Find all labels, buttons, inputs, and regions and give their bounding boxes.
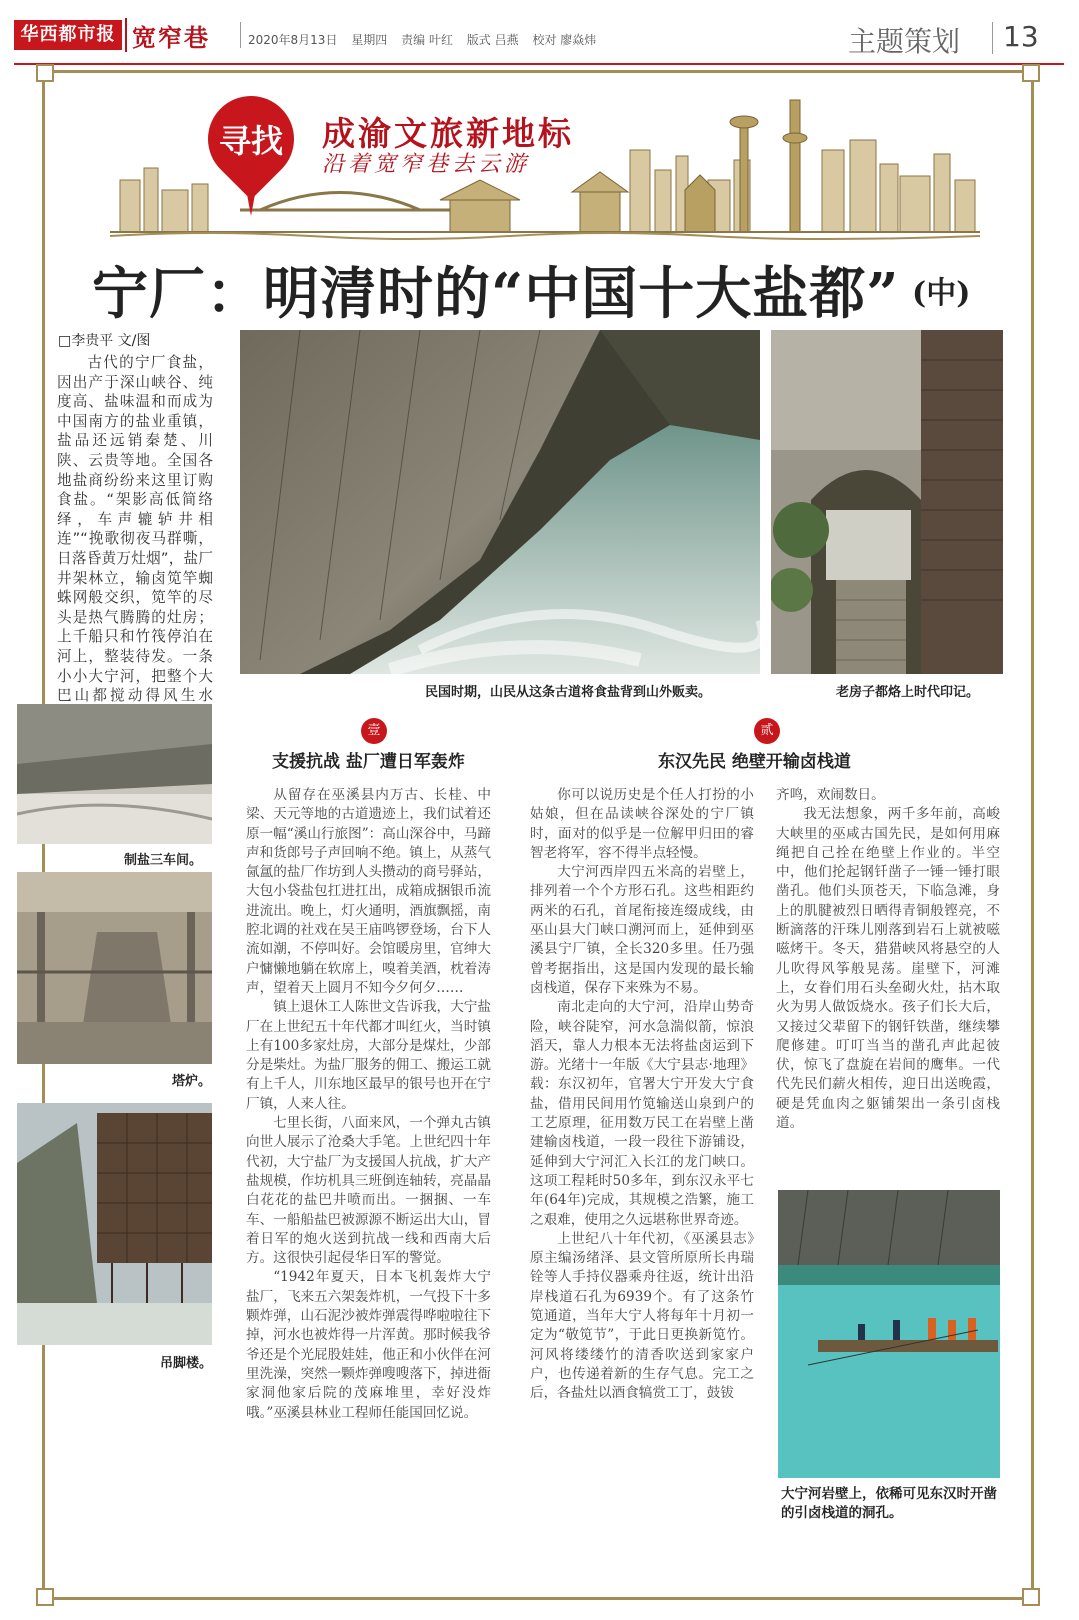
issue-weekday: 星期四 [351,33,388,47]
layout-credit: 版式 吕燕 [466,33,519,47]
newspaper-logo: 华西都市报 [14,20,122,50]
editor-credit: 责编 叶红 [401,33,453,47]
issue-date: 2020年8月13日 [248,33,338,47]
paragraph: 上世纪八十年代初，《巫溪县志》原主编汤绪泽、县文管所原所长冉瑞铨等人手持仪器乘舟往返，统计出沿岸栈道石孔为6939个。有了这条竹笕通道，当年大宁人将每年十月初一定为“敬笕节”，于此日更换新笕竹。河风将缕缕竹的清香吹送到家家户户，也传递着新的生存气息。完工之后，各盐灶以酒食犒赏工丁，鼓钹 [530,1230,754,1402]
paragraph: 从留存在巫溪县内万古、长桂、中梁、天元等地的古道遗迹上，我们试着还原一幅“溪山行旅图”：高山深谷中，马蹄声和货郎号子声回响不绝。镇上，从蒸气氤氲的盐厂作坊到人头攒动的商号驿站，大包小袋盐包扛进扛出，成箱成捆银币流进流出。晚上，灯火通明，酒旗飘摇，南腔北调的社戏在吴王庙鸣锣登场，台下人流如潮，不停叫好。会馆暖房里，官绅大户慵懒地躺在软席上，嗅着美酒，枕着涛声，望着天上圆月不知今夕何夕…… [246,787,491,996]
paragraph: 大宁河西岸四五米高的岩壁上，排列着一个个方形石孔。这些相距约两米的石孔，首尾衔接连缀成线，由巫山县大门峡口溯河而上，延伸到巫溪县宁厂镇，全长320多里。任乃强曾考据指出，这是国内发现的最长输卤栈道，保存下来殊为不易。 [530,864,754,996]
section-heading: 东汉先民 绝壁开输卤栈道 [658,752,851,772]
gorge-caption: 民国时期，山民从这条古道将食盐背到山外贩卖。 [425,685,712,700]
lead-paragraph [57,353,213,725]
page-number: 13 [1003,20,1039,53]
page-number-divider [992,22,993,54]
paragraph: 七里长街，八面来风，一个弹丸古镇向世人展示了沧桑大手笔。上世纪四十年代初，大宁盐厂为支援国人抗战，扩大产盐规模，作坊机具三班倒连轴转，亮晶晶白花花的盐巴井喷而出。一捆捆、一车车、一船船盐巴被源源不断运出大山，冒着日军的炮火送到抗战一线和西南大后方。这很快引起侵华日军的警觉。 [246,1115,491,1267]
frame-corner [36,1588,54,1606]
workshop-caption: 制盐三车间。 [124,853,203,868]
paragraph: 镇上退休工人陈世文告诉我，大宁盐厂在上世纪五十年代都才叫红火，当时镇上有100多家灶房，大部分是煤灶，少部分是柴灶。为盐厂服务的佣工、搬运工就有上千人，川东地区最早的银号也开在宁厂镇，人来人往。 [246,999,491,1112]
frame-corner [36,64,54,82]
stilt-house-photo [17,1103,212,1345]
furnace-caption: 塔炉。 [172,1074,212,1089]
section-badge: 贰 [754,718,780,744]
alley-photo [771,330,1003,674]
section-heading: 支援抗战 盐厂遭日军轰炸 [272,752,465,772]
masthead-divider [240,22,241,48]
alley-caption: 老房子都烙上时代印记。 [836,685,980,700]
frame-corner [1022,1588,1040,1606]
paragraph: 南北走向的大宁河，沿岸山势奇险，峡谷陡窄，河水急湍似箭，惊浪滔天，靠人力根本无法将盐卤运到下游。光绪十一年版《大宁县志·地理》载：东汉初年，官署大宁开发大宁食盐，借用民间用竹笕输送山泉到户的工艺原理，征用数万民工在岩壁上凿建输卤栈道，一段一段往下游铺设，延伸到大宁河汇入长江的龙门峡口。这项工程耗时50多年，到东汉永平七年(64年)完成，其规模之浩繁，施工之艰难，使用之久远堪称世界奇迹。 [530,999,754,1228]
river-raft-photo [778,1190,1000,1478]
stilt-caption: 吊脚楼。 [160,1356,213,1371]
body-column-3 [776,786,1000,1133]
lead-text: 古代的宁厂食盐，因出产于深山峡谷、纯度高、盐味温和而成为中国南方的盐业重镇，盐品还远销秦楚、川陕、云贵等地。全国各地盐商纷纷来这里订购食盐。“架影高低简络绎，车声辘轳井相连”“挽歌彻夜马群嘶，日落昏黄万灶烟”，盐厂井架林立，输卤笕竿蜘蛛网般交织，笕竿的尽头是热气腾腾的灶房；上千船只和竹筏停泊在河上，整装待发。一条小小大宁河，把整个大巴山都搅动得风生水 [57,354,213,705]
paragraph: 我无法想象，两千多年前，高峻大峡里的巫咸古国先民，是如何用麻绳把自己拴在绝壁上作业的。半空中，他们抡起钢钎凿子一锤一锤打眼凿孔。他们头顶苍天，下临急滩，身上的肌腱被烈日晒得青铜般铿亮，不断滴落的汗珠儿刚落到岩石上就被嗞嗞烤干。冬天，猎猎峡风将悬空的人儿吹得风筝般晃荡。崖壁下，河滩上，女眷们用石头垒砌火灶，拈木取火为男人做饭烧水。孩子们长大后，又接过父辈留下的钢钎铁凿，继续攀爬修建。叮叮当当的凿孔声此起彼伏，惊飞了盘旋在岩间的鹰隼。一代代先民们薪火相传，迎日出送晚霞，硬是凭血肉之躯铺架出一条引卤栈道。 [776,806,1000,1132]
salt-workshop-photo [17,704,212,844]
paragraph: 你可以说历史是个任人打扮的小姑娘，但在品读峡谷深处的宁厂镇时，面对的似乎是一位解甲归田的睿智老将军，容不得半点轻慢。 [530,787,754,861]
section-badge: 壹 [361,718,387,744]
headline: 宁厂：明清时的“中国十大盐都” [92,261,900,327]
frame-corner [1022,64,1040,82]
banner-subtitle: 沿着宽窄巷去云游 [322,152,531,177]
paragraph: 齐鸣，欢闹数日。 [776,787,885,803]
banner-title: 成渝文旅新地标 [322,114,574,153]
gorge-photo [240,330,760,674]
masthead-rule [14,63,1064,65]
headline-suffix: (中) [912,276,971,311]
proof-credit: 校对 廖焱炜 [532,33,597,47]
byline: □李贵平 文/图 [58,333,151,349]
river-caption: 大宁河岩壁上，依稀可见东汉时开凿的引卤栈道的洞孔。 [781,1486,997,1521]
issue-meta [248,31,606,48]
column-name: 宽窄巷 [132,23,210,52]
furnace-photo [17,872,212,1064]
banner-pin-label: 寻找 [218,122,283,160]
paragraph: “1942年夏天，日本飞机轰炸大宁盐厂，飞来五六架轰炸机，一气投下十多颗炸弹，山石泥沙被炸弹震得哗啦啦往下掉，河水也被炸得一片浑黄。那时候我爷爷还是个光屁股娃娃，他正和小伙伴在河里洗澡，突然一颗炸弹嗖嗖落下，掉进衙家洞他家后院的茂麻堆里，幸好没炸哦。”巫溪县林业工程师任能国回忆说。 [246,1269,491,1421]
body-column-1 [246,786,491,1423]
body-column-2 [530,786,754,1404]
masthead-divider [125,18,127,52]
section-title: 主题策划 [848,25,961,58]
